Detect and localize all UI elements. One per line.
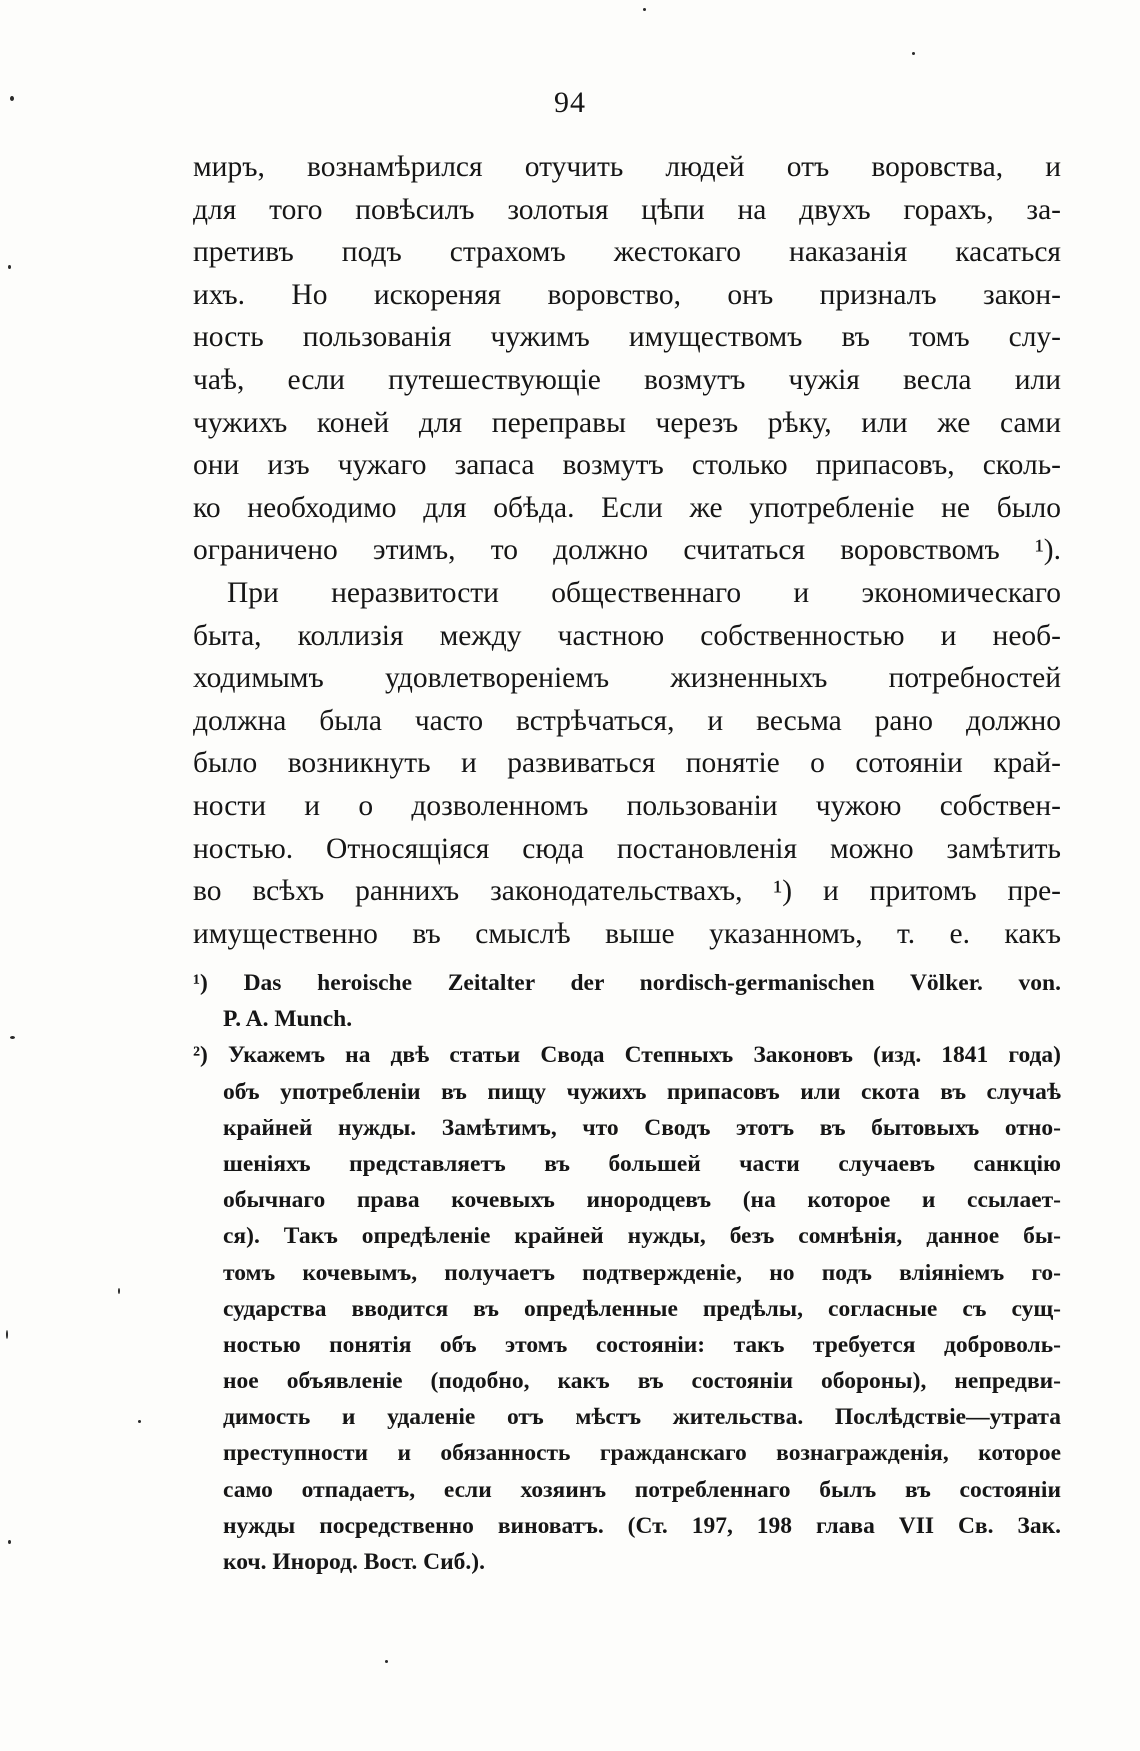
footnote-line: ¹) Das heroische Zeitalter der nordisch-germanischen Völker. von. bbox=[193, 970, 1061, 996]
footnote-line: преступности и обязанность гражданскаго вознагражденія, которое bbox=[223, 1440, 1061, 1467]
footnote-line: ся). Такъ опредѣленіе крайней нужды, безъ сомнѣнія, данное бы- bbox=[223, 1223, 1061, 1250]
body-line: быта, коллизія между частною собственностью и необ- bbox=[193, 619, 1061, 652]
body-line: ности и о дозволенномъ пользованіи чужою собствен- bbox=[193, 789, 1061, 822]
scan-speck bbox=[912, 52, 915, 55]
footnote-line: само отпадаетъ, если хозяинъ потребленнаго былъ въ состояніи bbox=[223, 1476, 1061, 1503]
main-text bbox=[193, 146, 1061, 955]
footnote-line: крайней нужды. Замѣтимъ, что Сводъ этотъ въ бытовыхъ отно- bbox=[223, 1114, 1061, 1141]
body-line: должна была часто встрѣчаться, и весьма рано должно bbox=[193, 704, 1061, 737]
body-line: во всѣхъ раннихъ законодательствахъ, ¹) и притомъ пре- bbox=[193, 875, 1061, 908]
body-line-paragraph-start: При неразвитости общественнаго и экономическаго bbox=[227, 576, 1061, 609]
body-line: они изъ чужаго запаса возмутъ столько припасовъ, сколь- bbox=[193, 449, 1061, 482]
footnote-line: ностью понятія объ этомъ состояніи: такъ требуется доброволь- bbox=[223, 1331, 1061, 1358]
page-number: 94 bbox=[554, 86, 586, 119]
scan-speck bbox=[118, 1288, 120, 1294]
scan-speck bbox=[138, 1420, 141, 1423]
scan-speck bbox=[10, 96, 14, 101]
footnote-1 bbox=[193, 965, 1061, 1037]
body-line: ограничено этимъ, то должно считаться воровствомъ ¹). bbox=[193, 534, 1061, 567]
body-line: ность пользованія чужимъ имуществомъ въ томъ слу- bbox=[193, 321, 1061, 354]
scan-speck bbox=[643, 8, 646, 11]
body-line: претивъ подъ страхомъ жестокаго наказанія касаться bbox=[193, 236, 1061, 269]
body-line: для того повѣсилъ золотыя цѣпи на двухъ горахъ, за- bbox=[193, 193, 1061, 226]
footnote-line: димость и удаленіе отъ мѣстъ жительства. Послѣдствіе—утрата bbox=[223, 1404, 1061, 1431]
footnotes bbox=[193, 965, 1061, 1580]
footnote-line: объ употребленіи въ пищу чужихъ припасовъ или скота въ случаѣ bbox=[223, 1078, 1061, 1105]
footnote-2 bbox=[193, 1037, 1061, 1580]
body-line: чужихъ коней для переправы черезъ рѣку, или же сами bbox=[193, 406, 1061, 439]
footnote-line: нужды посредственно виноватъ. (Ст. 197, 198 глава VII Св. Зак. bbox=[223, 1512, 1061, 1539]
body-line: ходимымъ удовлетвореніемъ жизненныхъ потребностей bbox=[193, 662, 1061, 695]
footnote-line: P. A. Munch. bbox=[223, 1006, 353, 1033]
footnote-line: коч. Инород. Вост. Сиб.). bbox=[223, 1549, 485, 1575]
footnote-line: ²) Укажемъ на двѣ статьи Свода Степныхъ Законовъ (изд. 1841 года) bbox=[193, 1042, 1061, 1069]
body-line: имущественно въ смыслѣ выше указанномъ, т. е. какъ bbox=[193, 917, 1061, 950]
body-line: было возникнуть и развиваться понятіе о сотояніи край- bbox=[193, 747, 1061, 780]
scan-speck bbox=[8, 265, 11, 269]
body-line: миръ, вознамѣрился отучить людей отъ воровства, и bbox=[193, 151, 1061, 183]
footnote-line: сударства вводится въ опредѣленные предѣлы, согласные съ сущ- bbox=[223, 1295, 1061, 1322]
footnote-line: обычнаго права кочевыхъ инородцевъ (на которое и ссылает- bbox=[223, 1187, 1061, 1214]
body-line: ихъ. Но искореняя воровство, онъ призналъ закон- bbox=[193, 278, 1061, 311]
scan-speck bbox=[10, 1036, 15, 1039]
footnote-line: томъ кочевымъ, получаетъ подтвержденіе, но подъ вліяніемъ го- bbox=[223, 1259, 1061, 1286]
body-line: чаѣ, если путешествующіе возмутъ чужія весла или bbox=[193, 363, 1061, 396]
body-line: ко необходимо для обѣда. Если же употребленіе не было bbox=[193, 491, 1061, 524]
body-line: ностью. Относящіяся сюда постановленія можно замѣтить bbox=[193, 832, 1061, 865]
footnote-line: ное объявленіе (подобно, какъ въ состояніи обороны), непредви- bbox=[223, 1368, 1061, 1395]
scan-speck bbox=[8, 1540, 11, 1544]
scan-speck bbox=[6, 1330, 8, 1339]
scan-speck bbox=[385, 1660, 388, 1663]
footnote-line: шеніяхъ представляетъ въ большей части случаевъ санкцію bbox=[223, 1150, 1061, 1177]
